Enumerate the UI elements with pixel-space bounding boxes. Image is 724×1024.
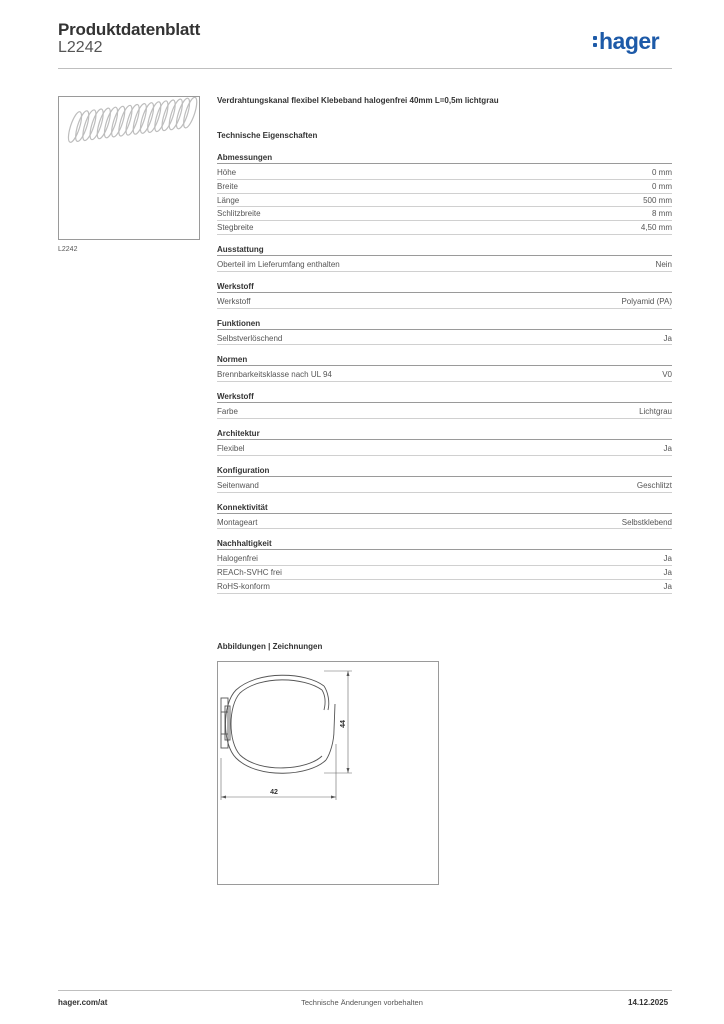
property-group-title: Normen <box>217 354 672 366</box>
property-group-title: Konnektivität <box>217 502 672 514</box>
article-number: L2242 <box>58 39 103 56</box>
property-group-title: Abmessungen <box>217 152 672 164</box>
property-value: 4,50 mm <box>640 223 672 233</box>
property-value: 0 mm <box>652 181 672 191</box>
product-image <box>58 96 200 240</box>
property-label: Stegbreite <box>217 223 254 233</box>
property-group-title: Architektur <box>217 428 672 440</box>
property-row <box>217 580 672 594</box>
property-label: Montageart <box>217 517 258 527</box>
dimension-height-label: 44 <box>340 720 347 728</box>
hager-logo <box>593 28 659 55</box>
property-value: 500 mm <box>643 195 672 205</box>
property-group <box>217 281 672 309</box>
property-row <box>217 368 672 382</box>
footer-notice: Technische Änderungen vorbehalten <box>301 998 423 1007</box>
page-title: Produktdatenblatt <box>58 20 201 39</box>
property-group <box>217 391 672 419</box>
property-value: Nein <box>655 259 672 269</box>
property-label: Selbstverlöschend <box>217 333 283 343</box>
logo-text: hager <box>599 28 660 54</box>
technical-drawing <box>217 661 439 885</box>
property-label: Flexibel <box>217 443 245 453</box>
property-row <box>217 166 672 180</box>
property-row <box>217 566 672 580</box>
property-group-title: Nachhaltigkeit <box>217 538 672 550</box>
property-label: Farbe <box>217 407 238 417</box>
property-value: Ja <box>663 333 672 343</box>
logo-dots-icon <box>593 34 597 50</box>
property-group <box>217 428 672 456</box>
property-group <box>217 152 672 235</box>
property-value: Geschlitzt <box>636 480 672 490</box>
property-group <box>217 538 672 593</box>
property-row <box>217 332 672 346</box>
property-group <box>217 465 672 493</box>
property-group <box>217 502 672 530</box>
property-value: Ja <box>663 443 672 453</box>
property-value: 8 mm <box>652 209 672 219</box>
property-row <box>217 552 672 566</box>
property-group <box>217 244 672 272</box>
property-label: Höhe <box>217 168 237 177</box>
property-row <box>217 180 672 194</box>
technical-properties-heading: Technische Eigenschaften <box>217 131 318 140</box>
property-group <box>217 354 672 382</box>
property-value: Ja <box>663 581 672 591</box>
property-label: Seitenwand <box>217 480 259 490</box>
property-value: V0 <box>662 370 672 380</box>
property-row <box>217 295 672 309</box>
footer-website-link[interactable]: hager.com/at <box>58 998 108 1007</box>
property-label: Breite <box>217 181 238 191</box>
footer-date: 14.12.2025 <box>628 998 669 1007</box>
property-value: 0 mm <box>652 168 672 177</box>
property-group-title: Werkstoff <box>217 391 672 403</box>
property-value: Ja <box>663 568 672 578</box>
property-row <box>217 194 672 208</box>
property-label: REACh-SVHC frei <box>217 568 282 578</box>
drawings-heading: Abbildungen | Zeichnungen <box>217 642 323 651</box>
property-row <box>217 207 672 221</box>
product-description: Verdrahtungskanal flexibel Klebeband halogenfrei 40mm L=0,5m lichtgrau <box>217 96 499 105</box>
property-row <box>217 221 672 235</box>
cross-section-drawing <box>218 662 438 884</box>
property-label: RoHS-konform <box>217 581 270 591</box>
property-group-title: Konfiguration <box>217 465 672 477</box>
property-label: Länge <box>217 195 240 205</box>
footer-divider <box>58 990 672 991</box>
dimension-width-label: 42 <box>270 789 278 796</box>
image-caption: L2242 <box>58 246 78 253</box>
property-value: Ja <box>663 554 672 564</box>
spiral-wrap-image <box>59 97 199 239</box>
property-label: Schlitzbreite <box>217 209 261 219</box>
property-label: Halogenfrei <box>217 554 258 564</box>
property-value: Lichtgrau <box>639 407 672 417</box>
property-label: Oberteil im Lieferumfang enthalten <box>217 259 340 269</box>
property-table <box>217 152 672 603</box>
property-value: Selbstklebend <box>621 517 672 527</box>
property-group-title: Werkstoff <box>217 281 672 293</box>
property-row <box>217 405 672 419</box>
property-group-title: Funktionen <box>217 318 672 330</box>
property-label: Brennbarkeitsklasse nach UL 94 <box>217 370 332 380</box>
property-group <box>217 318 672 346</box>
property-value: Polyamid (PA) <box>621 296 672 306</box>
property-row <box>217 442 672 456</box>
property-label: Werkstoff <box>217 296 251 306</box>
property-row <box>217 516 672 530</box>
header-divider <box>58 68 672 69</box>
property-row <box>217 479 672 493</box>
property-row <box>217 258 672 272</box>
property-group-title: Ausstattung <box>217 244 672 256</box>
